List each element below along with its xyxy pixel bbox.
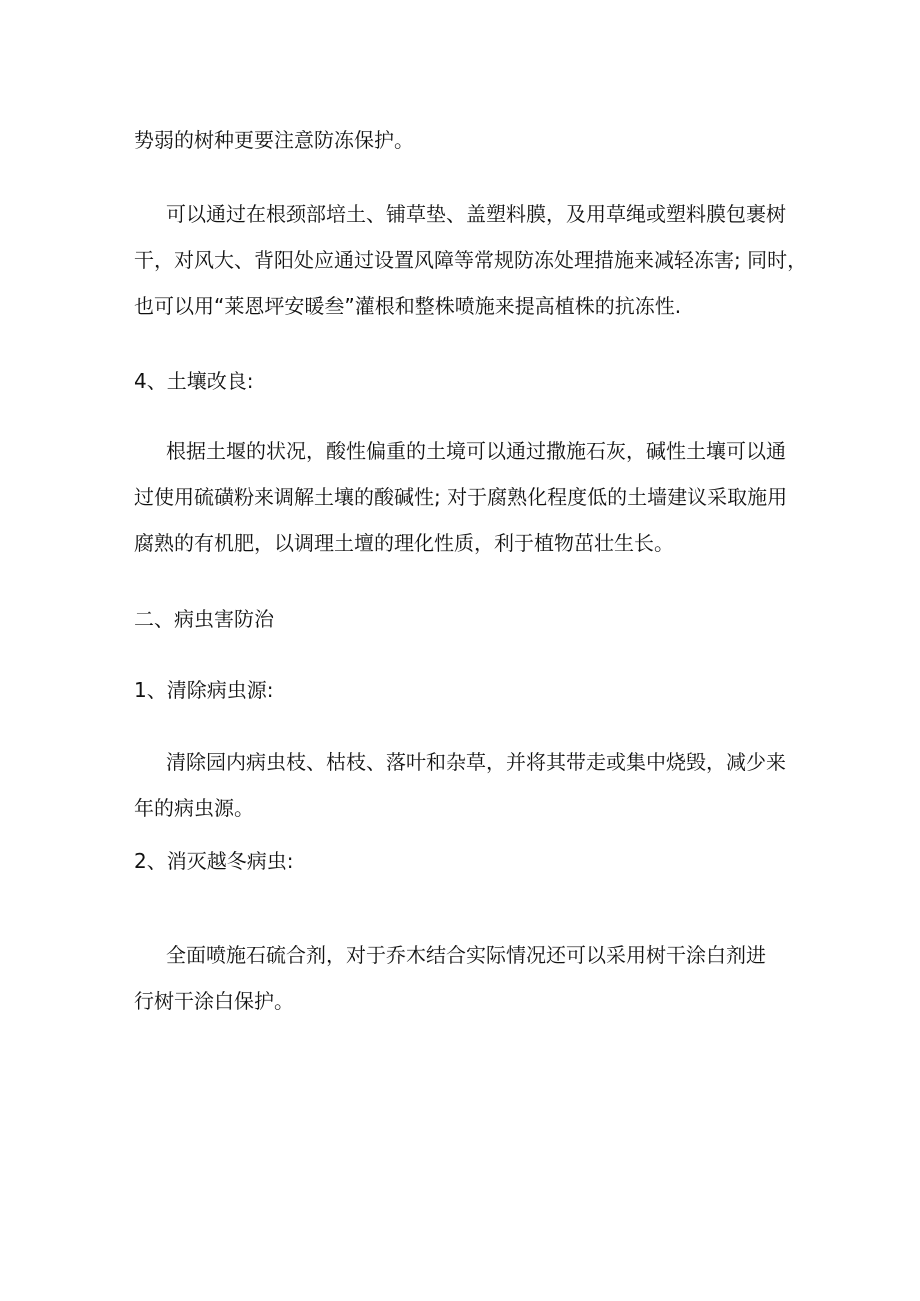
text-line: 根据土堰的状况，酸性偏重的土境可以通过撒施石灰，碱性土壤可以通 [166, 439, 786, 463]
heading-pest-control [134, 596, 794, 642]
text-line: 2、消灭越冬病虫: [134, 849, 294, 873]
text-line: 年的病虫源。 [134, 796, 254, 820]
text-line: 全面喷施石硫合剂，对于乔木结合实际情况还可以采用树干涂白剂进 [166, 943, 766, 967]
heading-soil-improvement [134, 358, 794, 404]
heading-clear-pest-source [134, 667, 794, 713]
text-line: 清除园内病虫枝、枯枝、落叶和杂草，并将其带走或集中烧毁，减少来 [166, 750, 786, 774]
text-line: 4、土壤改良: [134, 369, 254, 393]
text-line: 可以通过在根颈部培土、铺草垫、盖塑料膜，及用草绳或塑料膜包裹树 [166, 202, 786, 226]
paragraph-1 [134, 117, 794, 163]
paragraph-4 [134, 739, 794, 831]
text-line: 干，对风大、背阳处应通过设置风障等常规防冻处理措施来减轻冻害; 同时， [134, 248, 808, 272]
text-line: 过使用硫磺粉来调解土壤的酸碱性; 对于腐熟化程度低的土墙建议采取施用 [134, 485, 788, 509]
heading-overwintering-pests [134, 838, 794, 884]
text-line: 势弱的树种更要注意防冻保护。 [134, 128, 414, 152]
text-line: 行树干涂白保护。 [134, 989, 294, 1013]
text-line: 腐熟的有机肥，以调理土壇的理化性质，利于植物茁壮生长。 [134, 531, 674, 555]
paragraph-5 [134, 932, 794, 1024]
paragraph-2 [134, 191, 808, 329]
text-line: 1、清除病虫源: [134, 678, 274, 702]
paragraph-3 [134, 428, 794, 566]
text-line: 也可以用“莱恩坪安暖叁”灌根和整株喷施来提高植株的抗冻性. [134, 294, 682, 318]
text-line: 二、病虫害防治 [134, 607, 274, 631]
